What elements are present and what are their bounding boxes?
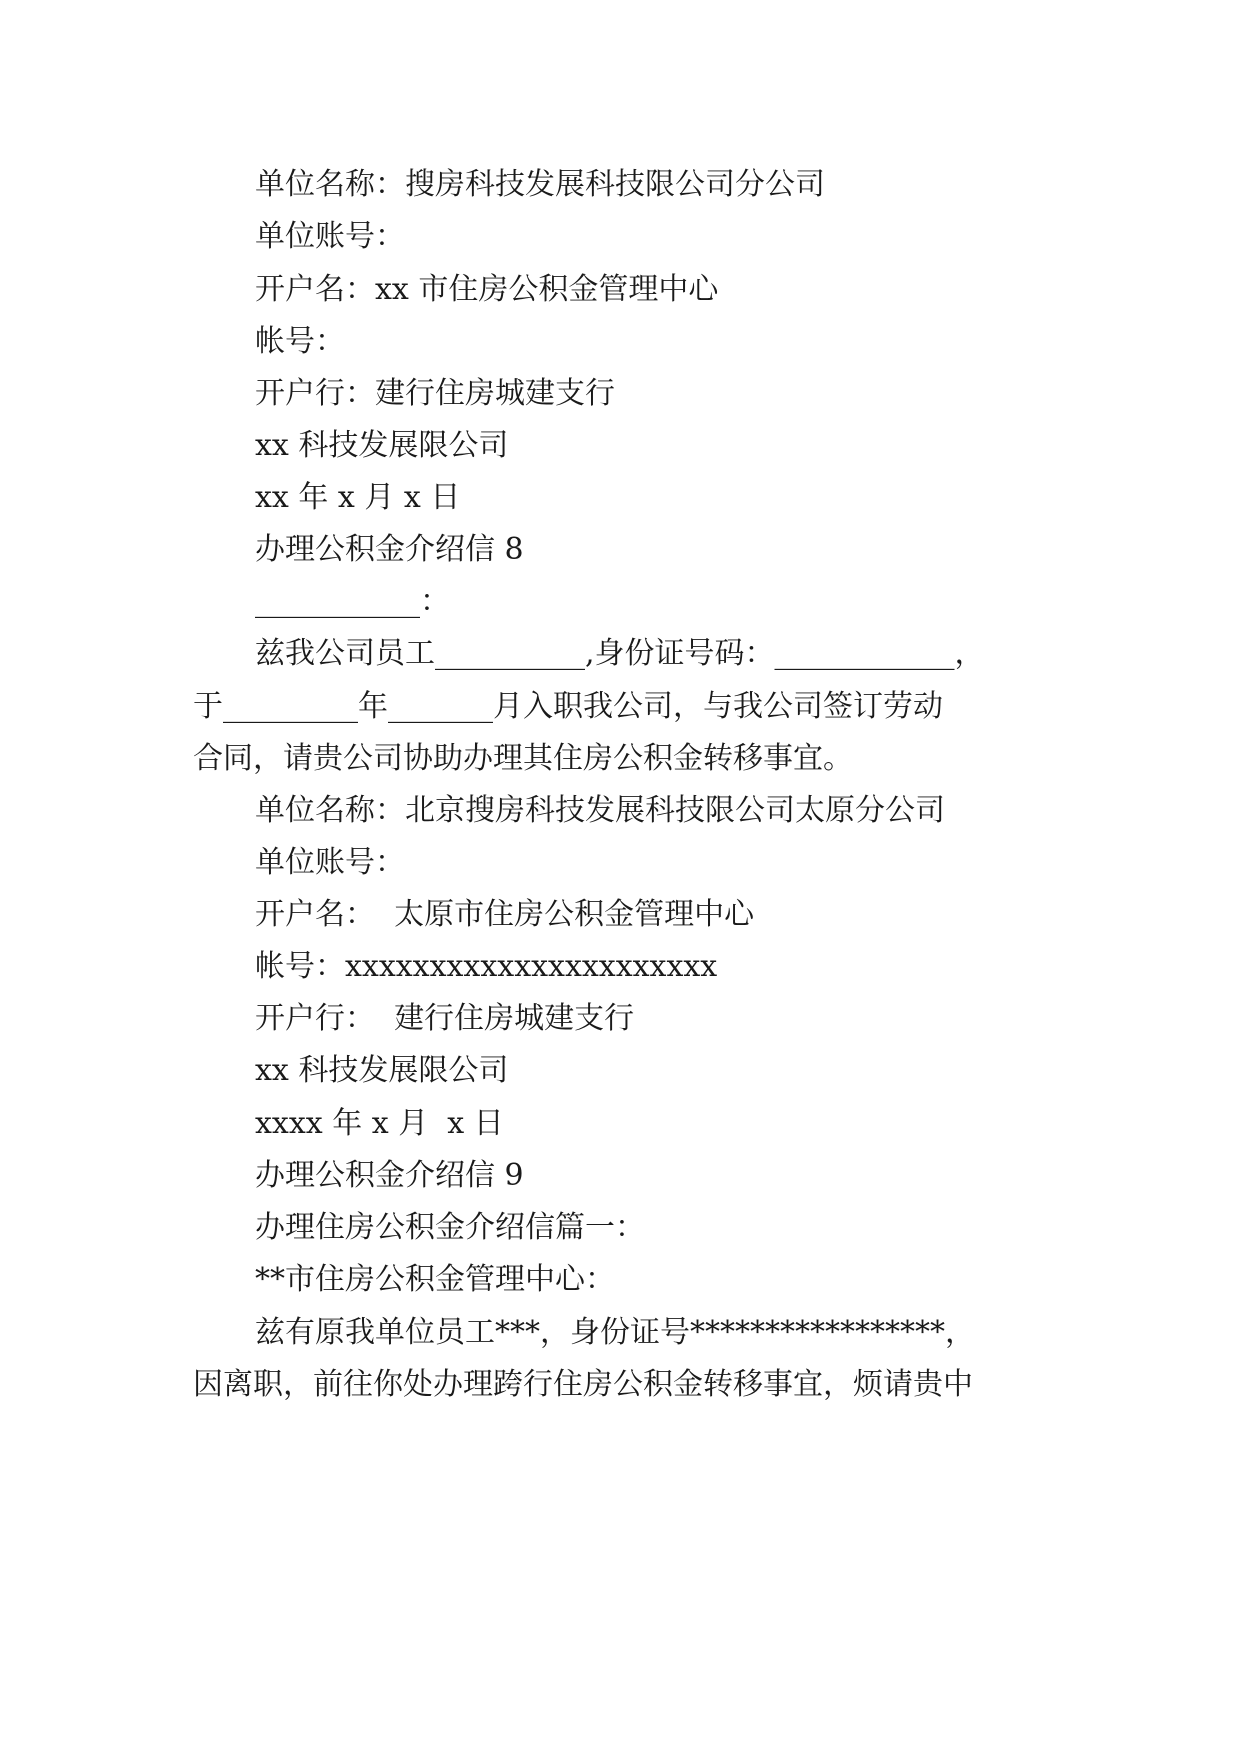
text-line: 帐号：xxxxxxxxxxxxxxxxxxxxxx bbox=[255, 949, 718, 984]
text-line: xx 科技发展限公司 bbox=[255, 428, 509, 463]
text-line: xx 年 x 月 x 日 bbox=[255, 480, 461, 515]
text-line: 单位账号： bbox=[255, 845, 405, 880]
section-heading: 办理公积金介绍信 8 bbox=[255, 532, 524, 567]
text-line: 开户行：建行住房城建支行 bbox=[255, 376, 615, 411]
text-line: 开户名：xx 市住房公积金管理中心 bbox=[255, 272, 719, 307]
text-line: xxxx 年 x 月 x 日 bbox=[255, 1106, 504, 1141]
body-paragraph-line: 合同，请贵公司协助办理其住房公积金转移事宜。 bbox=[193, 741, 853, 776]
text-line: 单位名称：搜房科技发展科技限公司分公司 bbox=[255, 167, 825, 202]
body-paragraph-line: 因离职，前往你处办理跨行住房公积金转移事宜，烦请贵中 bbox=[193, 1367, 973, 1402]
body-paragraph-line: 于_________年_______月入职我公司，与我公司签订劳动 bbox=[193, 689, 943, 724]
salutation-line: **市住房公积金管理中心： bbox=[255, 1262, 615, 1297]
body-paragraph-line: 兹我公司员工__________,身份证号码：____________， bbox=[255, 636, 985, 671]
text-line: 单位名称：北京搜房科技发展科技限公司太原分公司 bbox=[255, 793, 945, 828]
text-line: 开户名： 太原市住房公积金管理中心 bbox=[255, 897, 755, 932]
text-line: 单位账号： bbox=[255, 219, 405, 254]
text-line: 帐号： bbox=[255, 324, 345, 359]
text-line: xx 科技发展限公司 bbox=[255, 1053, 509, 1088]
section-heading: 办理公积金介绍信 9 bbox=[255, 1158, 524, 1193]
section-heading: 办理住房公积金介绍信篇一： bbox=[255, 1210, 645, 1245]
text-line: 开户行： 建行住房城建支行 bbox=[255, 1001, 635, 1036]
salutation-line: ___________： bbox=[255, 584, 450, 619]
body-paragraph-line: 兹有原我单位员工***，身份证号*****************， bbox=[255, 1315, 975, 1350]
